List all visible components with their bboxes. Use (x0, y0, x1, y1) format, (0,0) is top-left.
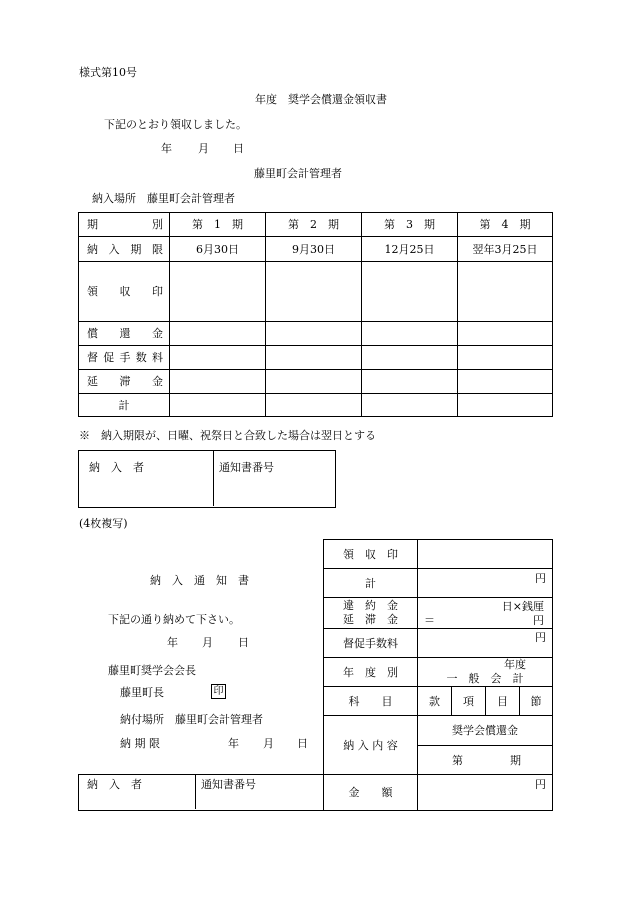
equals-sign: ＝ (424, 614, 435, 627)
total-row (79, 394, 553, 417)
notice-deadline-day: 日 (297, 737, 308, 750)
notice-date-day: 日 (238, 636, 249, 649)
late-fee-row (79, 370, 553, 394)
period-header-row (79, 213, 553, 237)
deadline-row (79, 237, 553, 262)
penalty-yen: 円 (533, 614, 544, 627)
amount-cell[interactable] (170, 394, 266, 417)
rt-stamp-cell[interactable] (418, 540, 553, 569)
reminder-fee-row (79, 346, 553, 370)
form-number: 様式第10号 (79, 66, 137, 79)
notice-payment-place: 納付場所 藤里町会計管理者 (120, 713, 263, 726)
penalty-label: 違 約 金 (343, 599, 398, 612)
repayment-row (79, 322, 553, 346)
rt-total-yen[interactable]: 円 (418, 569, 553, 598)
content-value: 奨学会償還金 (418, 716, 553, 746)
moku-cell: 目 (486, 687, 520, 716)
deadline-3: 12月25日 (362, 237, 458, 262)
rt-category-label: 科 目 (324, 687, 418, 716)
total-label: 計 (79, 394, 170, 417)
notice-date-year: 年 (167, 636, 178, 649)
late-fee-label: 延 滞 金 (79, 370, 170, 394)
amount-cell[interactable] (458, 322, 553, 346)
amount-cell[interactable] (266, 346, 362, 370)
stamp-row (79, 262, 553, 322)
period-3: 第 3 期 (362, 213, 458, 237)
rt-reminder-yen[interactable]: 円 (418, 629, 553, 658)
stamp-cell[interactable] (266, 262, 362, 322)
mayor: 藤里町長 (120, 686, 164, 699)
notice-title: 納 入 通 知 書 (150, 574, 249, 587)
deadline-label: 納 入 期 限 (79, 237, 170, 262)
stamp-cell[interactable] (458, 262, 553, 322)
general-account: 一 般 会 計 (446, 672, 524, 685)
rt-category-row (324, 687, 553, 716)
payment-place: 納入場所 藤里町会計管理者 (92, 192, 235, 205)
repayment-label: 償 還 金 (79, 322, 170, 346)
notice-deadline-label: 納 期 限 (120, 737, 160, 750)
amount-cell[interactable] (458, 370, 553, 394)
kan-cell: 款 (418, 687, 452, 716)
copy-note: (4枚複写) (79, 517, 128, 530)
stamp-cell[interactable] (170, 262, 266, 322)
notice-deadline-year: 年 (228, 737, 239, 750)
chairman: 藤里町奨学会会長 (108, 664, 196, 677)
period-4: 第 4 期 (458, 213, 553, 237)
rt-fiscal-cell[interactable] (418, 658, 553, 687)
year-suffix: 年度 (504, 658, 526, 671)
amount-cell[interactable] (458, 346, 553, 370)
rt-penalty-label (324, 598, 418, 629)
rt-amount-row (324, 775, 553, 811)
notice-number-label-lower: 通知書番号 (201, 778, 256, 791)
late-fee-label-rt: 延 滞 金 (343, 613, 398, 626)
amount-cell[interactable] (362, 394, 458, 417)
amount-cell[interactable] (362, 346, 458, 370)
payer-box-divider (213, 450, 214, 506)
notice-payer-divider (195, 774, 196, 809)
deadline-1: 6月30日 (170, 237, 266, 262)
rt-total-label: 計 (324, 569, 418, 598)
received-text: 下記のとおり領収しました。 (104, 118, 247, 131)
amount-cell[interactable] (266, 394, 362, 417)
rt-content-label: 納 入 内 容 (324, 716, 418, 775)
setsu-cell: 節 (520, 687, 553, 716)
amount-cell[interactable] (266, 370, 362, 394)
rt-amount-label: 金 額 (324, 775, 418, 811)
date-month: 月 (198, 142, 209, 155)
deadline-2: 9月30日 (266, 237, 362, 262)
period-2: 第 2 期 (266, 213, 362, 237)
reminder-fee-label: 督 促 手 数 料 (79, 346, 170, 370)
rt-stamp-row (324, 540, 553, 569)
rt-fiscal-label: 年 度 別 (324, 658, 418, 687)
amount-cell[interactable] (266, 322, 362, 346)
notice-payer-box (78, 774, 324, 811)
amount-cell[interactable] (170, 322, 266, 346)
amount-cell[interactable] (170, 370, 266, 394)
amount-cell[interactable] (458, 394, 553, 417)
date-year: 年 (161, 142, 172, 155)
amount-cell[interactable] (362, 370, 458, 394)
notice-number-label: 通知書番号 (219, 461, 274, 474)
period-ki: 期 (510, 754, 521, 767)
period-label: 期 別 (79, 213, 170, 237)
rt-content-row (324, 716, 553, 746)
period-1: 第 1 期 (170, 213, 266, 237)
notice-instruction: 下記の通り納めて下さい。 (108, 613, 240, 626)
seal-stamp: 印 (211, 684, 226, 699)
stamp-cell[interactable] (362, 262, 458, 322)
amount-cell[interactable] (362, 322, 458, 346)
stamp-label: 領 収 印 (79, 262, 170, 322)
rt-penalty-cell[interactable] (418, 598, 553, 629)
date-day: 日 (233, 142, 244, 155)
notice-payer-label: 納 入 者 (87, 778, 142, 791)
rt-reminder-row (324, 629, 553, 658)
note: ※ 納入期限が、日曜、祝祭日と合致した場合は翌日とする (79, 429, 376, 442)
issuer: 藤里町会計管理者 (254, 167, 342, 180)
notice-date-month: 月 (202, 636, 213, 649)
deadline-4: 翌年3月25日 (458, 237, 553, 262)
rt-stamp-label: 領 収 印 (324, 540, 418, 569)
payer-label: 納 入 者 (89, 461, 144, 474)
rt-fiscal-row (324, 658, 553, 687)
amount-cell[interactable] (170, 346, 266, 370)
rate-text: 日×銭厘 (501, 600, 544, 613)
rt-period-cell[interactable] (418, 746, 553, 775)
rt-total-row (324, 569, 553, 598)
rt-amount-yen[interactable]: 円 (418, 775, 553, 811)
payer-box (78, 450, 336, 508)
schedule-table (78, 212, 553, 417)
rt-reminder-label: 督促手数料 (324, 629, 418, 658)
page-title: 年度 奨学会償還金領収書 (255, 93, 387, 106)
period-dai: 第 (452, 754, 463, 767)
kou-cell: 項 (452, 687, 486, 716)
notice-deadline-month: 月 (263, 737, 274, 750)
rt-penalty-row (324, 598, 553, 629)
notice-right-table (323, 539, 553, 811)
